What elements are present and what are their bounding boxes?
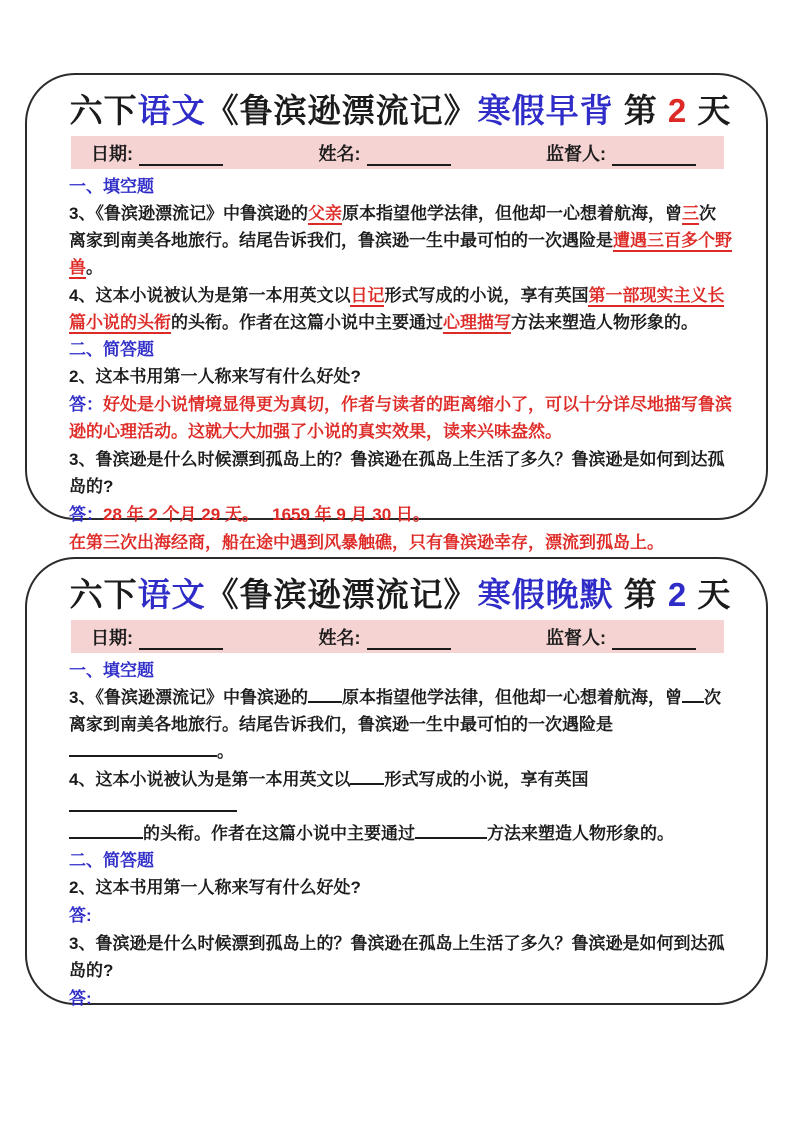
name-label: 姓名: [318,143,361,164]
short-question-2-answer: 答: [69,906,92,925]
short-question-2: 2、这本书用第一人称来写有什么好处? [69,367,361,386]
supervisor-field [546,624,696,650]
section-short-answer: 二、简答题 [69,340,154,359]
worksheet-card-evening [25,557,768,1008]
supervisor-blank-line [612,148,696,166]
date-blank-line [139,632,223,650]
short-question-3-answer-line1: 答：28 年 2 个月 29 天。 1659 年 9 月 30 日。 [69,505,430,524]
short-question-3-answer-line2: 在第三次出海经商，船在途中遇到风暴触礁，只有鲁滨逊幸存，漂流到孤岛上。 [69,533,664,552]
short-question-2-answer: 答：好处是小说情境显得更为真切，作者与读者的距离缩小了，可以十分详尽地描写鲁滨逊的心理活动。这就大大加强了小说的真实效果，读来兴味盎然。 [69,395,732,441]
date-field [91,624,223,650]
supervisor-label: 监督人: [546,143,606,164]
short-question-3-answer: 答: [69,989,92,1008]
name-field [319,624,451,650]
name-field [319,140,451,166]
worksheet-body [69,175,732,556]
date-label: 日期: [91,627,133,648]
section-fill-in-blanks: 一、填空题 [69,661,154,680]
short-question-3: 3、鲁滨逊是什么时候漂到孤岛上的？鲁滨逊在孤岛上生活了多久？鲁滨逊是如何到达孤岛的? [69,450,725,496]
name-blank-line [367,148,451,166]
name-blank-line [367,632,451,650]
worksheet-body [69,659,732,1012]
date-blank-line [139,148,223,166]
meta-bar [71,136,724,169]
date-label: 日期: [91,143,133,164]
fill-question-3: 3、《鲁滨逊漂流记》中鲁滨逊的 原本指望他学法律，但他却一心想着航海，曾 次离家到南美各地旅行。结尾告诉我们，鲁滨逊一生中最可怕的一次遇险是。 [69,684,732,765]
section-short-answer: 二、简答题 [69,851,154,870]
section-fill-in-blanks: 一、填空题 [69,177,154,196]
fill-question-4: 4、这本小说被认为是第一本用英文以日记形式写成的小说，享有英国第一部现实主义长篇小说的头衔的头衔。作者在这篇小说中主要通过心理描写方法来塑造人物形象的。 [69,286,725,332]
date-field [91,140,223,166]
name-label: 姓名: [318,627,361,648]
worksheet-card-morning [25,73,768,552]
worksheet-title: 六下语文《鲁滨逊漂流记》寒假早背 第 2 天 [69,92,732,129]
meta-bar [71,620,724,653]
worksheet-title: 六下语文《鲁滨逊漂流记》寒假晚默 第 2 天 [69,576,732,613]
supervisor-blank-line [612,632,696,650]
supervisor-field [546,140,696,166]
short-question-3: 3、鲁滨逊是什么时候漂到孤岛上的？鲁滨逊在孤岛上生活了多久？鲁滨逊是如何到达孤岛的? [69,934,725,980]
fill-question-3: 3、《鲁滨逊漂流记》中鲁滨逊的父亲原本指望他学法律，但他却一心想着航海，曾三次离家到南美各地旅行。结尾告诉我们，鲁滨逊一生中最可怕的一次遇险是遭遇三百多个野兽。 [69,204,732,277]
supervisor-label: 监督人: [546,627,606,648]
fill-question-4: 4、这本小说被认为是第一本用英文以 形式写成的小说，享有英国 的头衔。作者在这篇小说中主要通过 方法来塑造人物形象的。 [69,766,732,847]
short-question-2: 2、这本书用第一人称来写有什么好处? [69,878,361,897]
